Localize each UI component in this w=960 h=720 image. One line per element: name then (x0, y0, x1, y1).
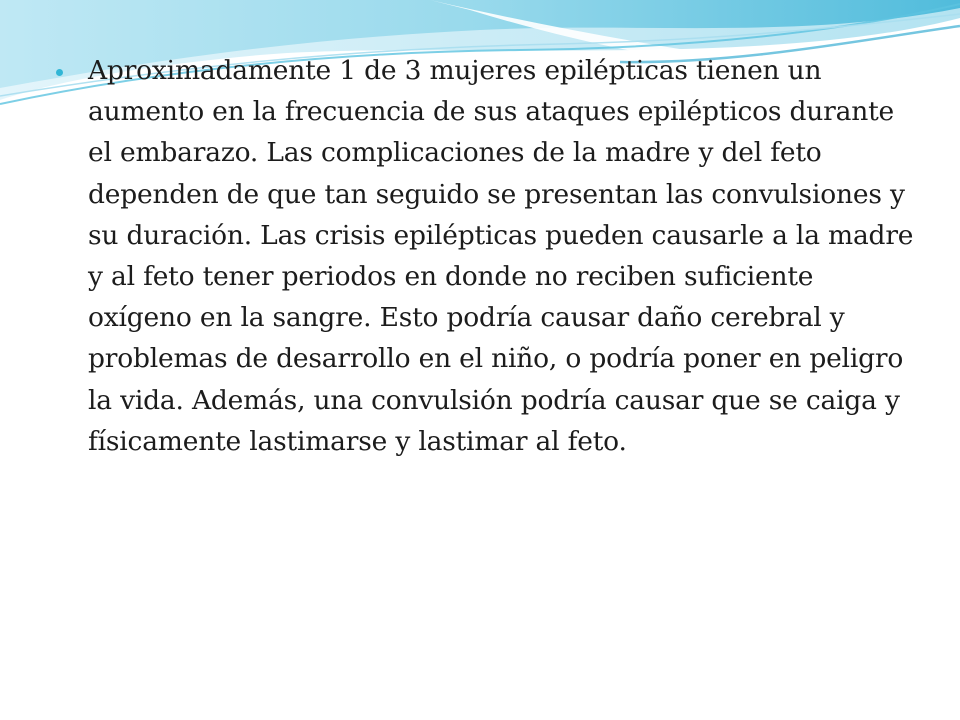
bullet-item (56, 50, 916, 462)
bullet-text: Aproximadamente 1 de 3 mujeres epilépticas tienen un aumento en la frecuencia de sus ataques epilépticos durante el embarazo. Las complicaciones de la madre y del feto dependen de que tan seguido se presentan las convulsiones y su duración. Las crisis epilépticas pueden causarle a la madre y al feto tener periodos en donde no reciben suficiente oxígeno en la sangre. Esto podría causar daño cerebral y problemas de desarrollo en el niño, o podría poner en peligro la vida. Además, una convulsión podría causar que se caiga y físicamente lastimarse y lastimar al feto. (88, 55, 914, 457)
slide-content (56, 50, 916, 462)
bullet-dot-icon (56, 69, 63, 76)
